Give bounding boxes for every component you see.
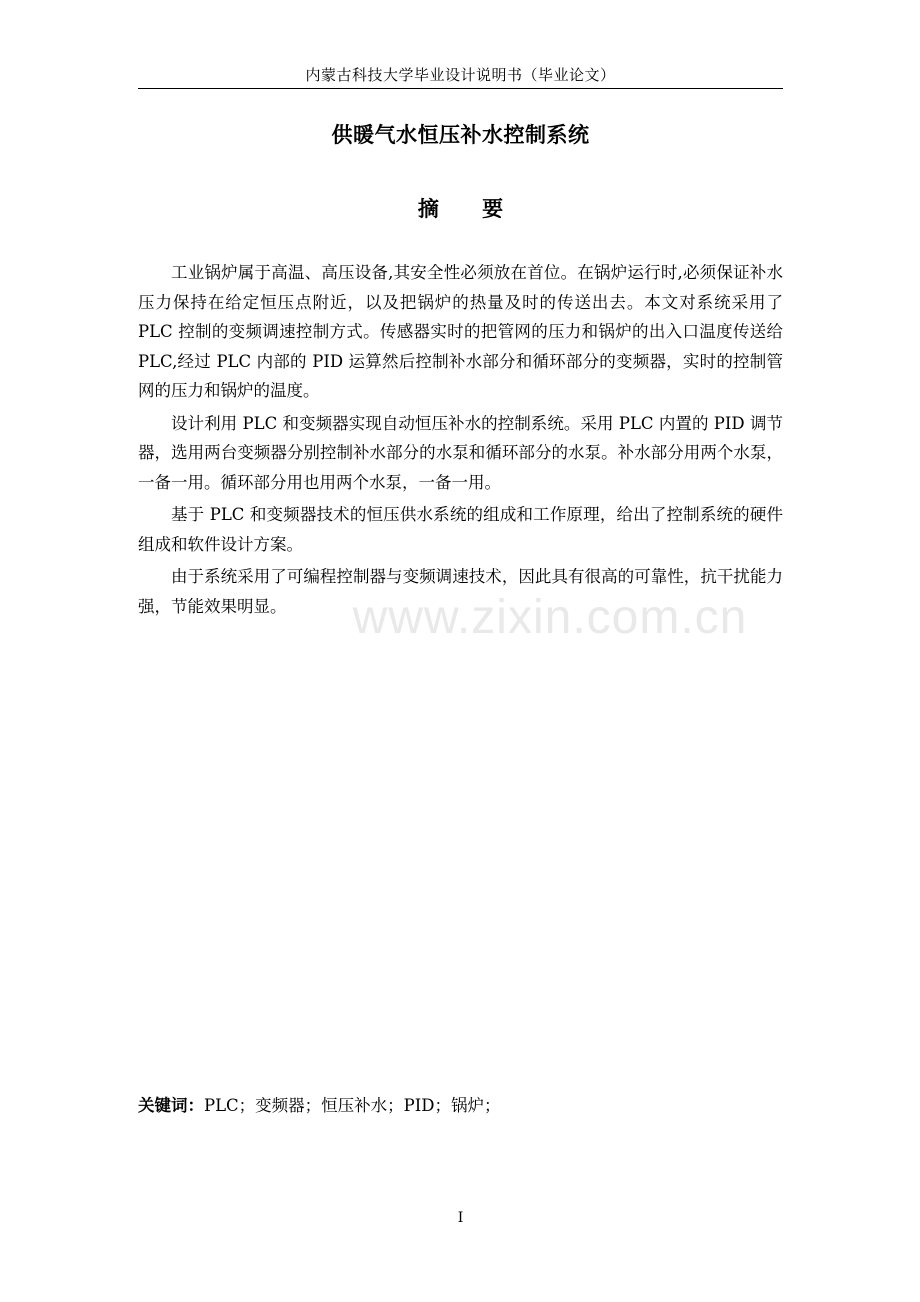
abstract-heading: 摘 要 — [417, 197, 522, 221]
abstract-paragraph-4: 由于系统采用了可编程控制器与变频调速技术，因此具有很高的可靠性，抗干扰能力强，节能效果明显。 — [138, 567, 783, 616]
running-header: 内蒙古科技大学毕业设计说明书（毕业论文） — [305, 66, 616, 84]
abstract-paragraph-1: 工业锅炉属于高温、高压设备,其安全性必须放在首位。在锅炉运行时,必须保证补水压力保持在给定恒压点附近，以及把锅炉的热量及时的传送出去。本文对系统采用了 PLC 控制的变频调速控制方式。传感器实时的把管网的压力和锅炉的出入口温度传送给 PLC,经过 PLC 内部的 PID 运算然后控制补水部分和循环部分的变频器，实时的控制管网的压力和锅炉的温度。 — [138, 263, 783, 400]
abstract-paragraph-2: 设计利用 PLC 和变频器实现自动恒压补水的控制系统。采用 PLC 内置的 PID 调节器，选用两台变频器分别控制补水部分的水泵和循环部分的水泵。补水部分用两个水泵，一备一用。循环部分用也用两个水泵，一备一用。 — [138, 413, 783, 492]
keywords-text: PLC；变频器；恒压补水；PID；锅炉； — [204, 1096, 501, 1115]
keywords-label: 关键词： — [138, 1096, 204, 1115]
watermark-text: www.zixin.com.cn — [352, 591, 748, 644]
page-number: I — [457, 1210, 464, 1226]
abstract-body — [138, 258, 783, 624]
document-title: 供暖气水恒压补水控制系统 — [331, 123, 590, 147]
keywords-line — [138, 1092, 783, 1120]
abstract-paragraph-3: 基于 PLC 和变频器技术的恒压供水系统的组成和工作原理，给出了控制系统的硬件组成和软件设计方案。 — [138, 505, 783, 554]
header-rule — [138, 88, 783, 89]
